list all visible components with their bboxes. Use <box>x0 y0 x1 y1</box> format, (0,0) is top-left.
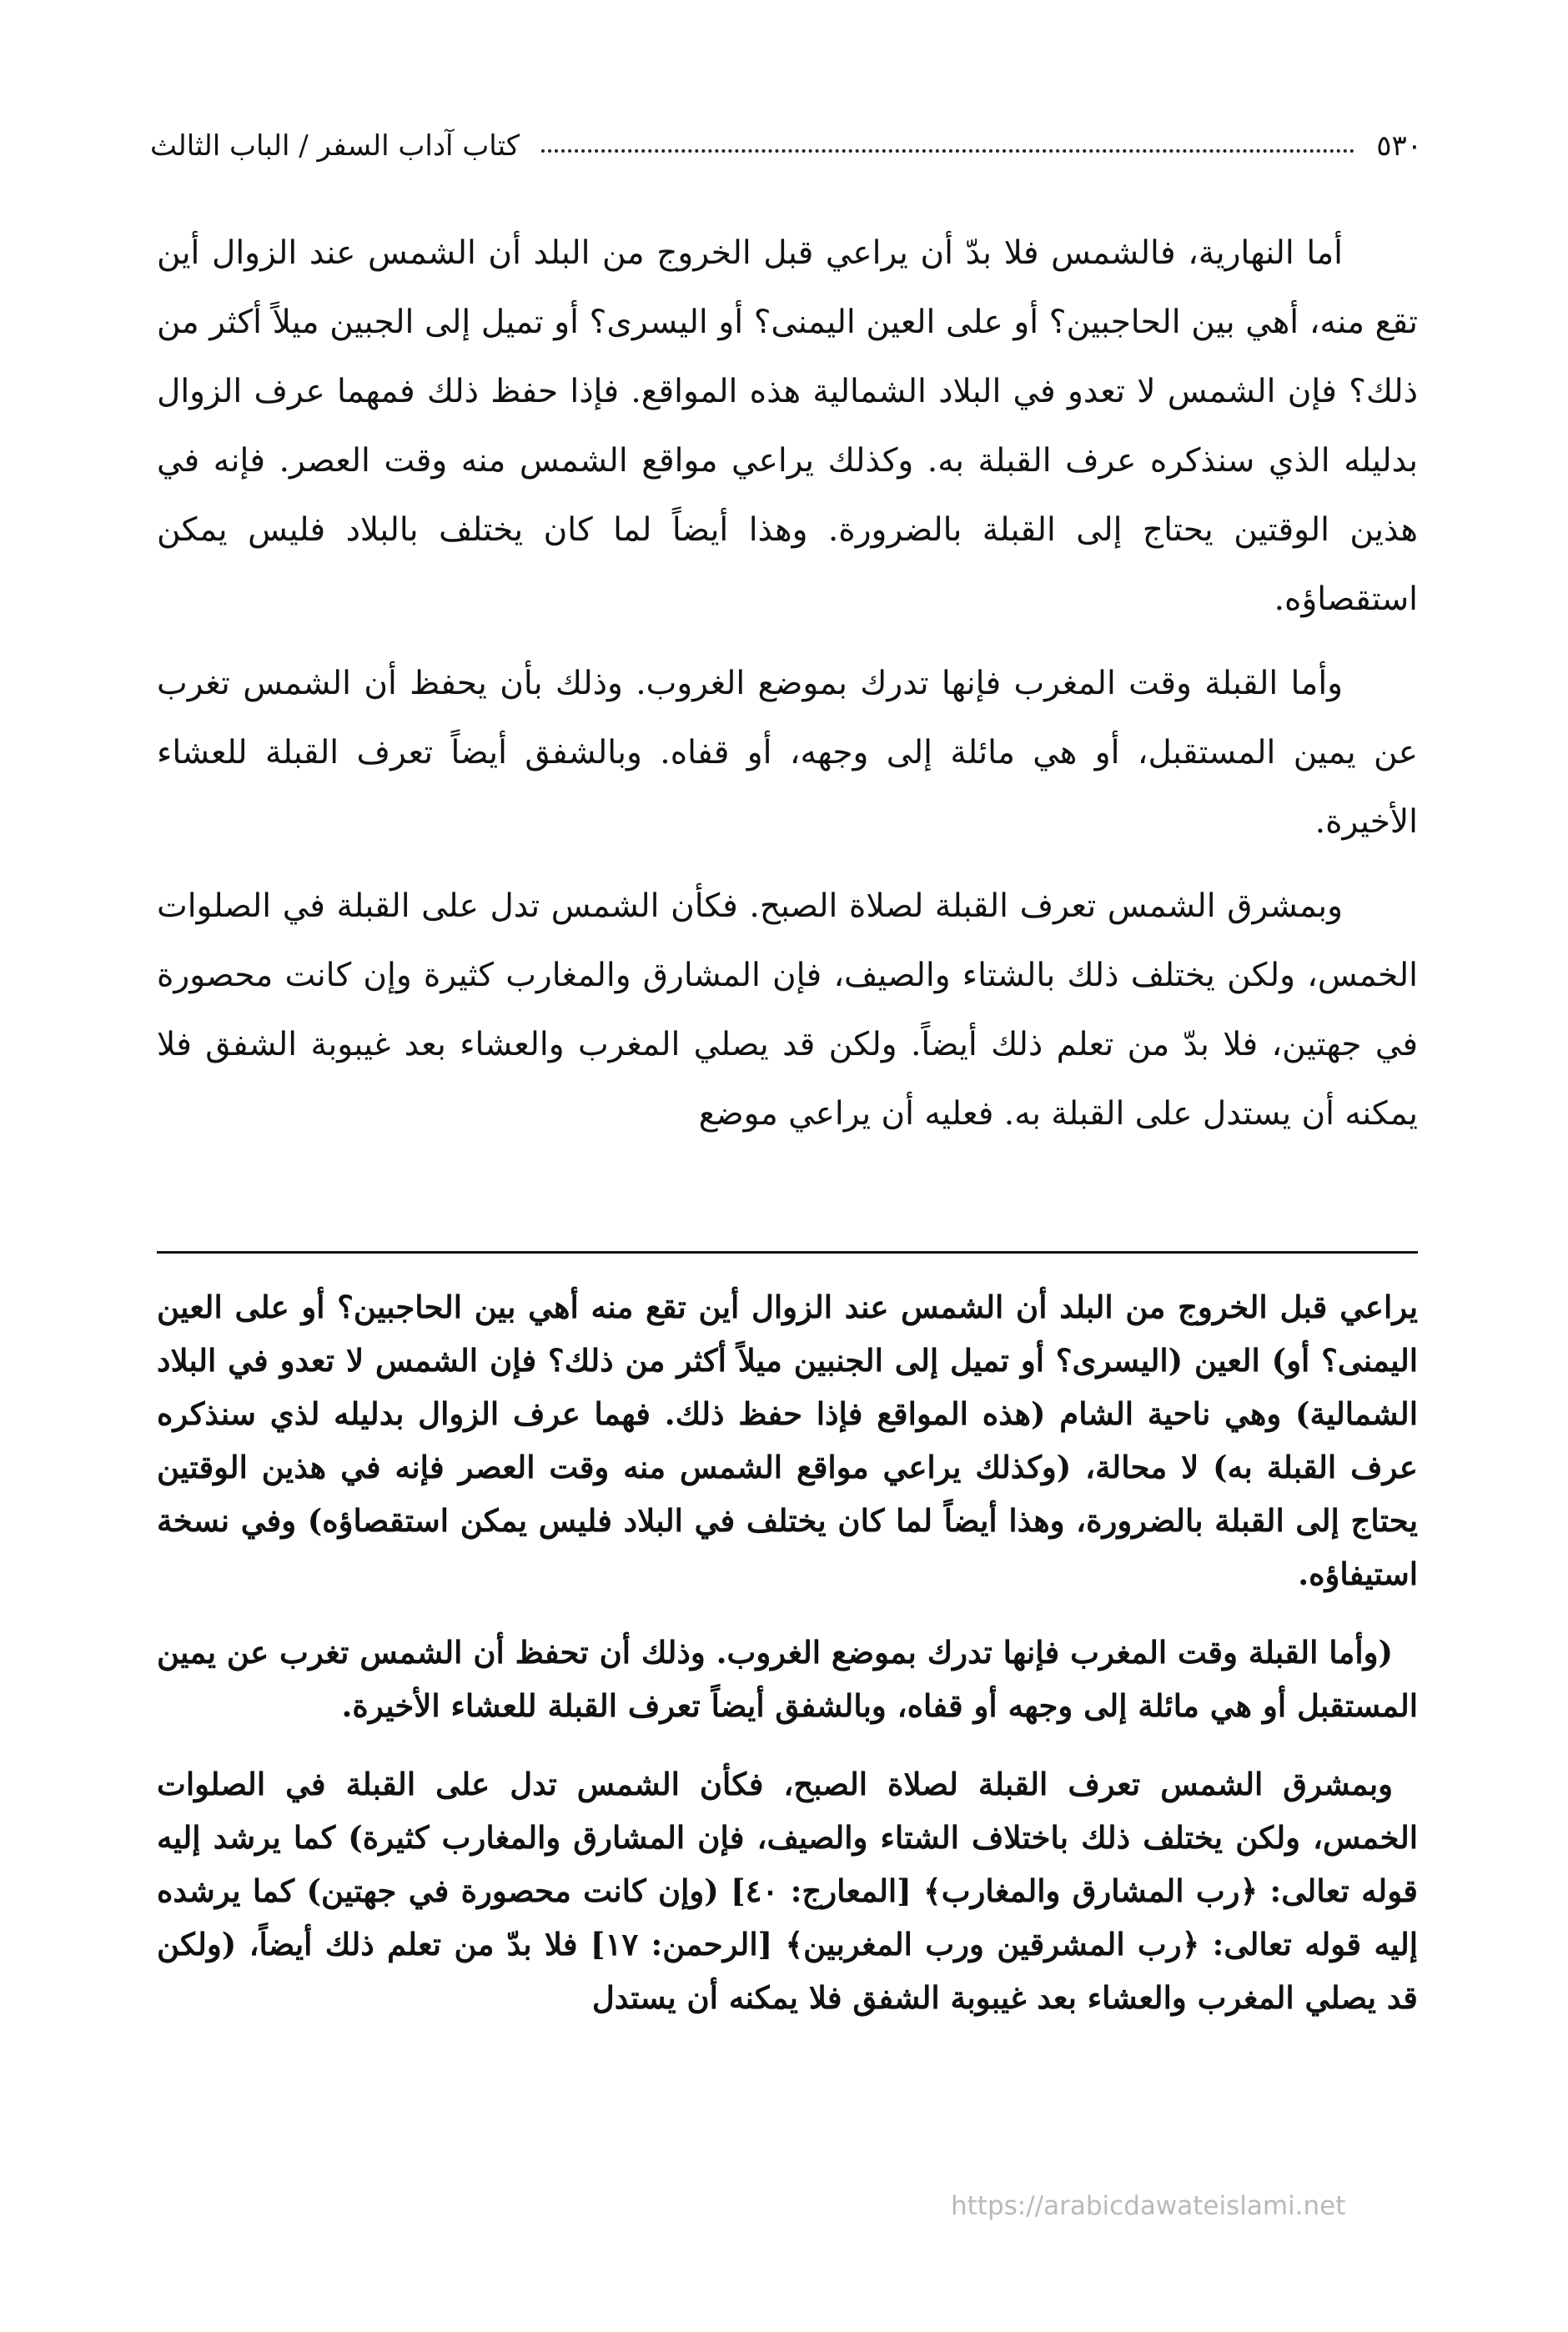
main-paragraph: وبمشرق الشمس تعرف القبلة لصلاة الصبح. فكأن الشمس تدل على القبلة في الصلوات الخمس، ولكن يختلف ذلك بالشتاء والصيف، فإن المشارق والمغارب كثيرة وإن كانت محصورة في جهتين، فلا بدّ من تعلم ذلك أيضاً. ولكن قد يصلي المغرب والعشاء بعد غيبوبة الشفق فلا يمكنه أن يستدل على القبلة به. فعليه أن يراعي موضع <box>157 887 1418 1133</box>
footnote-separator <box>157 1251 1418 1254</box>
header-dot-leader <box>541 149 1354 153</box>
page-header <box>150 117 1422 175</box>
commentary-section <box>157 1280 1418 2049</box>
main-paragraph: أما النهارية، فالشمس فلا بدّ أن يراعي قبل الخروج من البلد أن الشمس عند الزوال أين تقع منه، أهي بين الحاجبين؟ أو على العين اليمنى؟ أو اليسرى؟ أو تميل إلى الجبين ميلاً أكثر من ذلك؟ فإن الشمس لا تعدو في البلاد الشمالية هذه المواقع. فإذا حفظ ذلك فمهما عرف الزوال بدليله الذي سنذكره عرف القبلة به. وكذلك يراعي مواقع الشمس منه وقت العصر. فإنه في هذين الوقتين يحتاج إلى القبلة بالضرورة. وهذا أيضاً لما كان يختلف بالبلاد فليس يمكن استقصاؤه. <box>157 234 1418 618</box>
main-paragraph: وأما القبلة وقت المغرب فإنها تدرك بموضع الغروب. وذلك بأن يحفظ أن الشمس تغرب عن يمين المستقبل، أو هي مائلة إلى وجهه، أو قفاه. وبالشفق أيضاً تعرف القبلة للعشاء الأخيرة. <box>157 665 1418 841</box>
main-text <box>157 219 1418 1163</box>
commentary-paragraph: يراعي قبل الخروج من البلد أن الشمس عند الزوال أين تقع منه أهي بين الحاجبين؟ أو على العين اليمنى؟ أو) العين (اليسرى؟ أو تميل إلى الجنبين ميلاً أكثر من ذلك؟ فإن الشمس لا تعدو في البلاد الشمالية) وهي ناحية الشام (هذه المواقع فإذا حفظ ذلك. فهما عرف الزوال بدليله لذي سنذكره عرف القبلة به) لا محالة، (وكذلك يراعي مواقع الشمس منه وقت العصر فإنه في هذين الوقتين يحتاج إلى القبلة بالضرورة، وهذا أيضاً لما كان يختلف في البلاد فليس يمكن استقصاؤه) وفي نسخة استيفاؤه. <box>157 1289 1418 1592</box>
running-title: كتاب آداب السفر / الباب الثالث <box>150 129 520 163</box>
commentary-paragraph: (وأما القبلة وقت المغرب فإنها تدرك بموضع الغروب. وذلك أن تحفظ أن الشمس تغرب عن يمين المستقبل أو هي مائلة إلى وجهه أو قفاه، وبالشفق أيضاً تعرف القبلة للعشاء الأخيرة. <box>157 1634 1418 1724</box>
commentary-paragraph: وبمشرق الشمس تعرف القبلة لصلاة الصبح، فكأن الشمس تدل على القبلة في الصلوات الخمس، ولكن يختلف ذلك باختلاف الشتاء والصيف، فإن المشارق والمغارب كثيرة) كما يرشد إليه قوله تعالى: ﴿رب المشارق والمغارب﴾ [المعارج: ٤٠] (وإن كانت محصورة في جهتين) كما يرشده إليه قوله تعالى: ﴿رب المشرقين ورب المغربين﴾ [الرحمن: ١٧] فلا بدّ من تعلم ذلك أيضاً، (ولكن قد يصلي المغرب والعشاء بعد غيبوبة الشفق فلا يمكنه أن يستدل <box>157 1766 1418 2016</box>
page-number: ٥٣٠ <box>1376 129 1422 163</box>
watermark-url: https://arabicdawateislami.net <box>951 2191 1346 2221</box>
